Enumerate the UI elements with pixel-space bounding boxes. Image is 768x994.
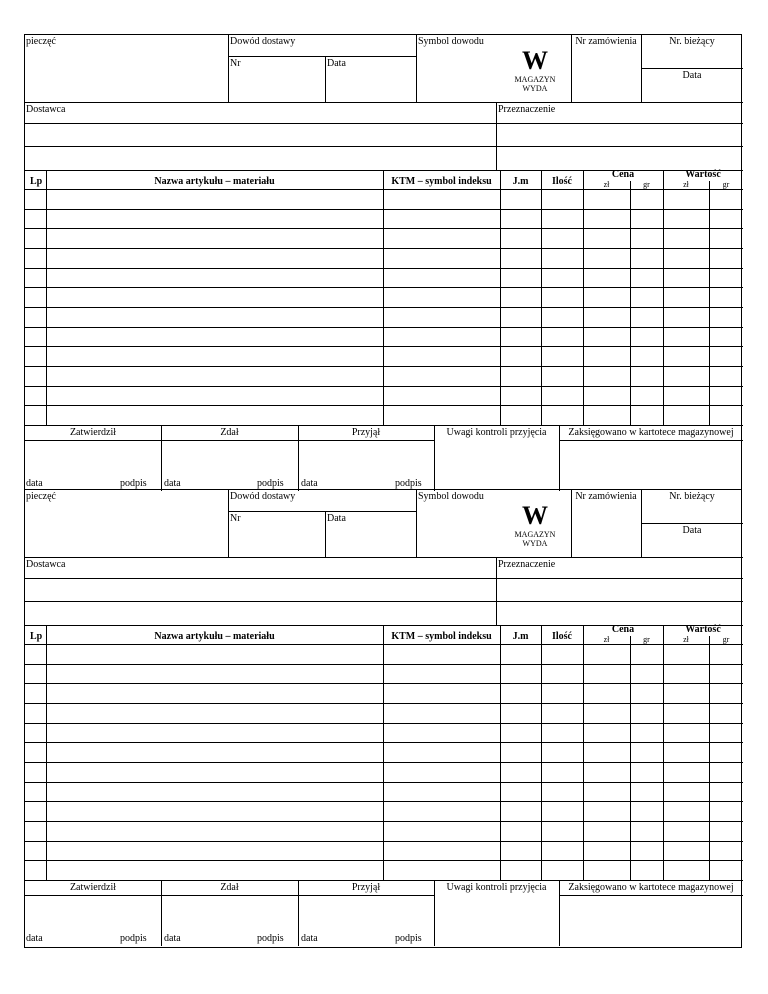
destination-label: Przeznaczenie <box>498 559 556 570</box>
handed-label: Zdał <box>220 427 239 438</box>
destination-label: Przeznaczenie <box>498 104 556 115</box>
stamp-label: pieczęć <box>26 36 56 47</box>
warehouse-logo-line2: WYDA <box>522 539 548 548</box>
right-date-label: Data <box>682 70 702 81</box>
col-price: Cena <box>611 169 635 180</box>
supplier-label: Dostawca <box>26 559 66 570</box>
nr-label: Nr <box>230 513 241 524</box>
col-value: Wartość <box>685 624 721 635</box>
handed-signature-label: podpis <box>257 478 284 489</box>
col-value-zl: zł <box>683 180 689 189</box>
delivery-form-top <box>24 34 742 490</box>
approved-label: Zatwierdził <box>69 882 117 893</box>
col-quantity: Ilość <box>552 631 572 642</box>
doc-symbol-label: Symbol dowodu <box>418 36 484 47</box>
stamp-label: pieczęć <box>26 491 56 502</box>
handed-label: Zdał <box>220 882 239 893</box>
date-label: Data <box>327 513 346 524</box>
received-date-label: data <box>301 478 318 489</box>
col-quantity: Ilość <box>552 176 572 187</box>
approved-signature-label: podpis <box>120 933 147 944</box>
col-lp: Lp <box>30 176 43 187</box>
warehouse-logo: W <box>522 46 548 75</box>
received-label: Przyjął <box>351 882 381 893</box>
received-date-label: data <box>301 933 318 944</box>
col-price-zl: zł <box>603 635 610 644</box>
approved-label: Zatwierdził <box>69 427 117 438</box>
col-unit: J.m <box>512 631 529 642</box>
delivery-doc-label: Dowód dostawy <box>230 36 296 47</box>
nr-label: Nr <box>230 58 241 69</box>
warehouse-logo-line1: MAGAZYN <box>514 530 556 539</box>
received-label: Przyjął <box>351 427 381 438</box>
booked-label: Zaksięgowano w kartotece magazynowej <box>568 882 734 893</box>
order-nr-label: Nr zamówienia <box>575 36 637 47</box>
col-ktm: KTM – symbol indeksu <box>391 176 492 187</box>
col-value-gr: gr <box>722 635 730 644</box>
doc-symbol-label: Symbol dowodu <box>418 491 484 502</box>
col-value-gr: gr <box>722 180 730 189</box>
current-nr-label: Nr. bieżący <box>669 36 715 47</box>
inspection-label: Uwagi kontroli przyjęcia <box>446 427 547 438</box>
handed-signature-label: podpis <box>257 933 284 944</box>
date-label: Data <box>327 58 346 69</box>
col-ktm: KTM – symbol indeksu <box>391 631 492 642</box>
delivery-form-bottom <box>24 489 742 948</box>
approved-date-label: data <box>26 933 43 944</box>
received-signature-label: podpis <box>395 478 422 489</box>
warehouse-logo-line1: MAGAZYN <box>514 75 556 84</box>
warehouse-logo-line2: WYDA <box>522 84 548 93</box>
received-signature-label: podpis <box>395 933 422 944</box>
col-item-name: Nazwa artykułu – materiału <box>154 176 275 187</box>
col-price-gr: gr <box>643 180 650 189</box>
col-unit: J.m <box>512 176 529 187</box>
right-date-label: Data <box>682 525 702 536</box>
approved-signature-label: podpis <box>120 478 147 489</box>
order-nr-label: Nr zamówienia <box>575 491 637 502</box>
col-price: Cena <box>611 624 635 635</box>
col-price-zl: zł <box>603 180 610 189</box>
handed-date-label: data <box>164 478 181 489</box>
warehouse-logo: W <box>522 501 548 530</box>
supplier-label: Dostawca <box>26 104 66 115</box>
col-price-gr: gr <box>643 635 650 644</box>
handed-date-label: data <box>164 933 181 944</box>
current-nr-label: Nr. bieżący <box>669 491 715 502</box>
col-value: Wartość <box>685 169 721 180</box>
delivery-doc-label: Dowód dostawy <box>230 491 296 502</box>
col-value-zl: zł <box>683 635 689 644</box>
col-lp: Lp <box>30 631 43 642</box>
inspection-label: Uwagi kontroli przyjęcia <box>446 882 547 893</box>
approved-date-label: data <box>26 478 43 489</box>
booked-label: Zaksięgowano w kartotece magazynowej <box>568 427 734 438</box>
col-item-name: Nazwa artykułu – materiału <box>154 631 275 642</box>
